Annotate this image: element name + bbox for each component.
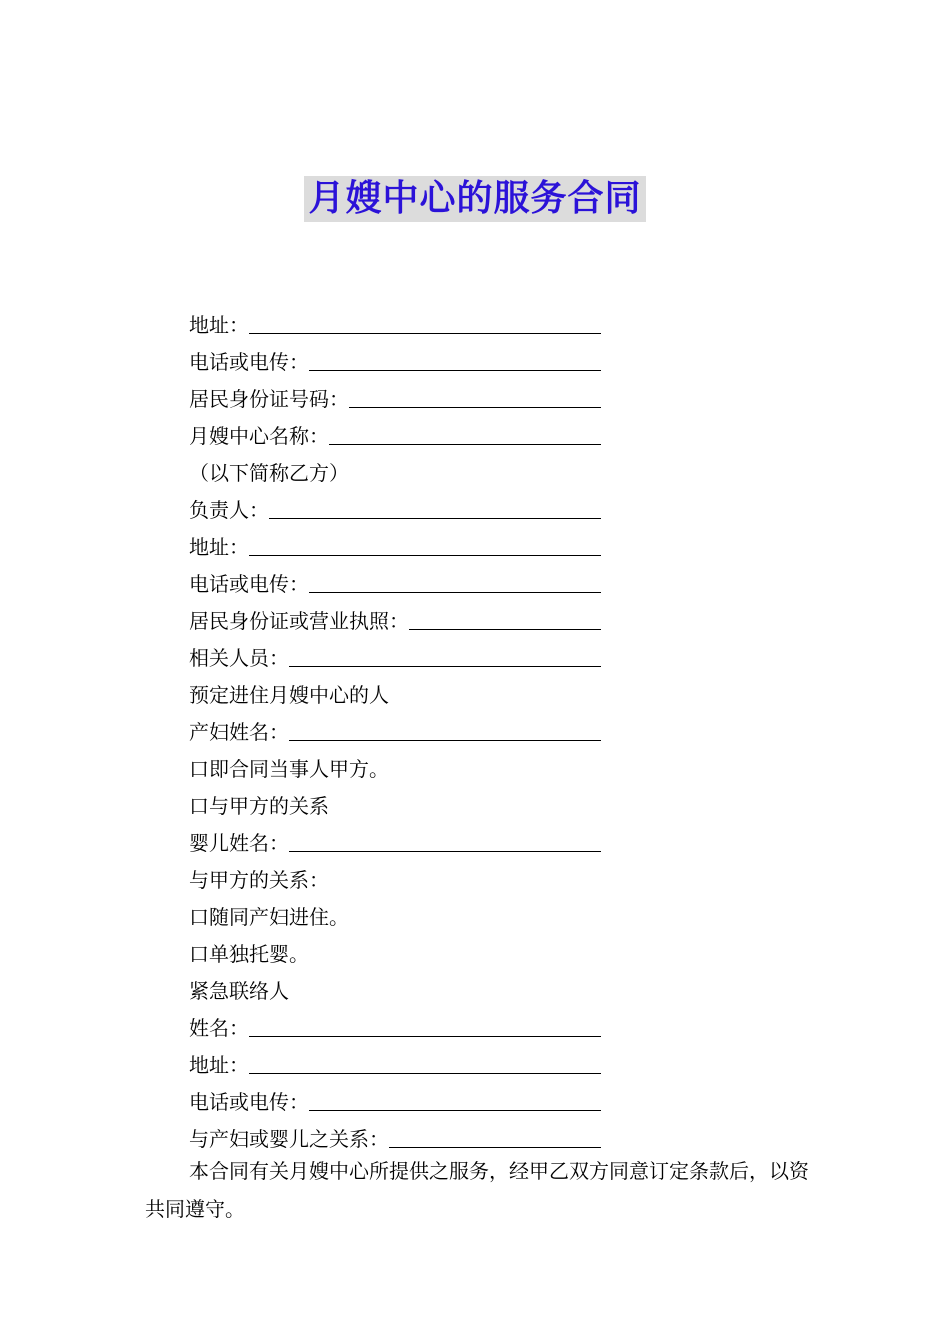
- field-label: 地址：: [189, 1053, 249, 1077]
- form-fields: [189, 302, 609, 1153]
- fill-blank[interactable]: [349, 385, 601, 408]
- form-line: [189, 1042, 609, 1079]
- field-label: 电话或电传：: [189, 350, 309, 374]
- form-line: [189, 598, 609, 635]
- form-line: [189, 450, 609, 487]
- form-line: [189, 746, 609, 783]
- field-label: 预定进住月嫂中心的人: [189, 683, 389, 707]
- form-line: [189, 302, 609, 339]
- field-label: 月嫂中心名称：: [189, 424, 329, 448]
- form-line: [189, 783, 609, 820]
- form-line: [189, 820, 609, 857]
- fill-blank[interactable]: [389, 1125, 601, 1148]
- form-line: [189, 672, 609, 709]
- fill-blank[interactable]: [309, 348, 601, 371]
- form-line: [189, 1116, 609, 1153]
- field-label: 地址：: [189, 535, 249, 559]
- fill-blank[interactable]: [249, 1051, 601, 1074]
- field-label: 口单独托婴。: [189, 942, 309, 966]
- form-line: [189, 561, 609, 598]
- fill-blank[interactable]: [249, 311, 601, 334]
- field-label: （以下简称乙方）: [189, 461, 349, 485]
- form-line: [189, 709, 609, 746]
- form-line: [189, 339, 609, 376]
- field-label: 紧急联络人: [189, 979, 289, 1003]
- field-label: 口即合同当事人甲方。: [189, 757, 389, 781]
- fill-blank[interactable]: [309, 1088, 601, 1111]
- form-line: [189, 524, 609, 561]
- field-label: 居民身份证或营业执照：: [189, 609, 409, 633]
- form-line: [189, 635, 609, 672]
- form-line: [189, 1005, 609, 1042]
- fill-blank[interactable]: [289, 718, 601, 741]
- field-label: 负责人：: [189, 498, 269, 522]
- title-container: [0, 176, 950, 222]
- field-label: 口随同产妇进住。: [189, 905, 349, 929]
- field-label: 相关人员：: [189, 646, 289, 670]
- form-line: [189, 376, 609, 413]
- form-line: [189, 487, 609, 524]
- field-label: 与甲方的关系：: [189, 868, 329, 892]
- field-label: 电话或电传：: [189, 572, 309, 596]
- fill-blank[interactable]: [289, 829, 601, 852]
- form-line: [189, 1079, 609, 1116]
- fill-blank[interactable]: [309, 570, 601, 593]
- form-line: [189, 857, 609, 894]
- fill-blank[interactable]: [329, 422, 601, 445]
- fill-blank[interactable]: [269, 496, 601, 519]
- field-label: 口与甲方的关系: [189, 794, 329, 818]
- fill-blank[interactable]: [409, 607, 601, 630]
- fill-blank[interactable]: [249, 533, 601, 556]
- field-label: 居民身份证号码：: [189, 387, 349, 411]
- field-label: 姓名：: [189, 1016, 249, 1040]
- form-line: [189, 968, 609, 1005]
- field-label: 地址：: [189, 313, 249, 337]
- form-line: [189, 894, 609, 931]
- field-label: 产妇姓名：: [189, 720, 289, 744]
- form-line: [189, 931, 609, 968]
- intro-paragraph: 本合同有关月嫂中心所提供之服务，经甲乙双方同意订定条款后，以资共同遵守。: [145, 1159, 809, 1221]
- field-label: 与产妇或婴儿之关系：: [189, 1127, 389, 1151]
- field-label: 电话或电传：: [189, 1090, 309, 1114]
- document-title: 月嫂中心的服务合同: [304, 176, 645, 222]
- form-line: [189, 413, 609, 450]
- field-label: 婴儿姓名：: [189, 831, 289, 855]
- fill-blank[interactable]: [249, 1014, 601, 1037]
- fill-blank[interactable]: [289, 644, 601, 667]
